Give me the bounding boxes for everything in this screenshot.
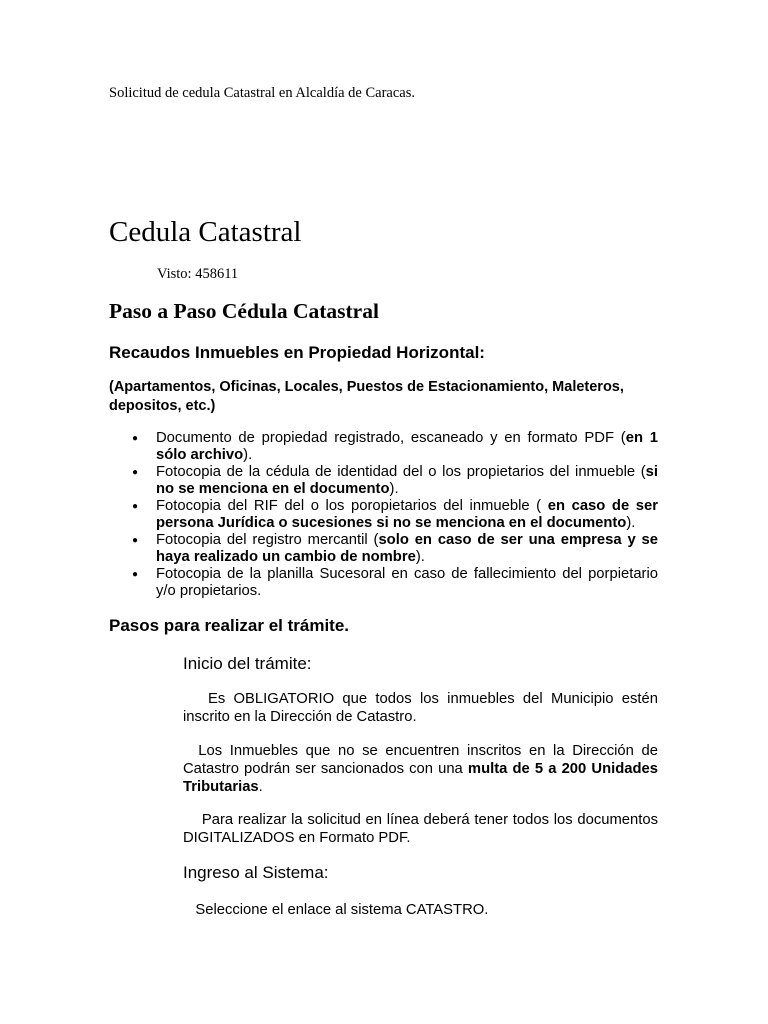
view-count: Visto: 458611 xyxy=(157,266,239,282)
list-item: ● Documento de propiedad registrado, escaneado y en formato PDF (en 1 sólo archivo). xyxy=(132,430,659,463)
bullet-icon: ● xyxy=(132,569,139,580)
enlace-paragraph: Seleccione el enlace al sistema CATASTRO. xyxy=(183,902,489,918)
bullet-icon: ● xyxy=(132,501,139,512)
list-item: ● Fotocopia de la cédula de identidad del o los propietarios del inmueble (si no se menciona en el documento). xyxy=(132,464,658,497)
bullet-icon: ● xyxy=(132,467,139,478)
bullet-icon: ● xyxy=(132,433,139,444)
ingreso-heading: Ingreso al Sistema: xyxy=(183,863,329,882)
section-title: Paso a Paso Cédula Catastral xyxy=(109,299,379,323)
obligatorio-paragraph: Es OBLIGATORIO que todos los inmuebles del Municipio estén inscrito en la Dirección de Catastro. xyxy=(183,691,663,725)
inicio-heading: Inicio del trámite: xyxy=(183,654,312,673)
bullet-icon: ● xyxy=(132,535,139,546)
digitalizados-paragraph: Para realizar la solicitud en línea deberá tener todos los documentos DIGITALIZADOS en Formato PDF. xyxy=(183,812,663,846)
recaudos-heading: Recaudos Inmuebles en Propiedad Horizontal: xyxy=(109,343,485,362)
document-subtitle: Solicitud de cedula Catastral en Alcaldía de Caracas. xyxy=(109,85,415,101)
list-item: ● Fotocopia del registro mercantil (solo en caso de ser una empresa y se haya realizado un cambio de nombre). xyxy=(132,532,659,565)
requirements-list xyxy=(132,430,659,600)
steps-heading: Pasos para realizar el trámite. xyxy=(109,616,350,635)
list-item: ● Fotocopia del RIF del o los poropietarios del inmueble ( en caso de ser persona Jurídica o sucesiones si no se menciona en el documento). xyxy=(132,498,658,531)
sanciones-paragraph: Los Inmuebles que no se encuentren inscritos en la Dirección de Catastro podrán ser sancionados con una multa de 5 a 200 Unidades Tributarias. xyxy=(183,743,663,795)
list-item: ● Fotocopia de la planilla Sucesoral en caso de fallecimiento del porpietario y/o propietarios. xyxy=(132,566,658,599)
property-types: (Apartamentos, Oficinas, Locales, Puestos de Estacionamiento, Maleteros, depositos, etc.) xyxy=(109,379,624,414)
page-title: Cedula Catastral xyxy=(109,216,302,248)
